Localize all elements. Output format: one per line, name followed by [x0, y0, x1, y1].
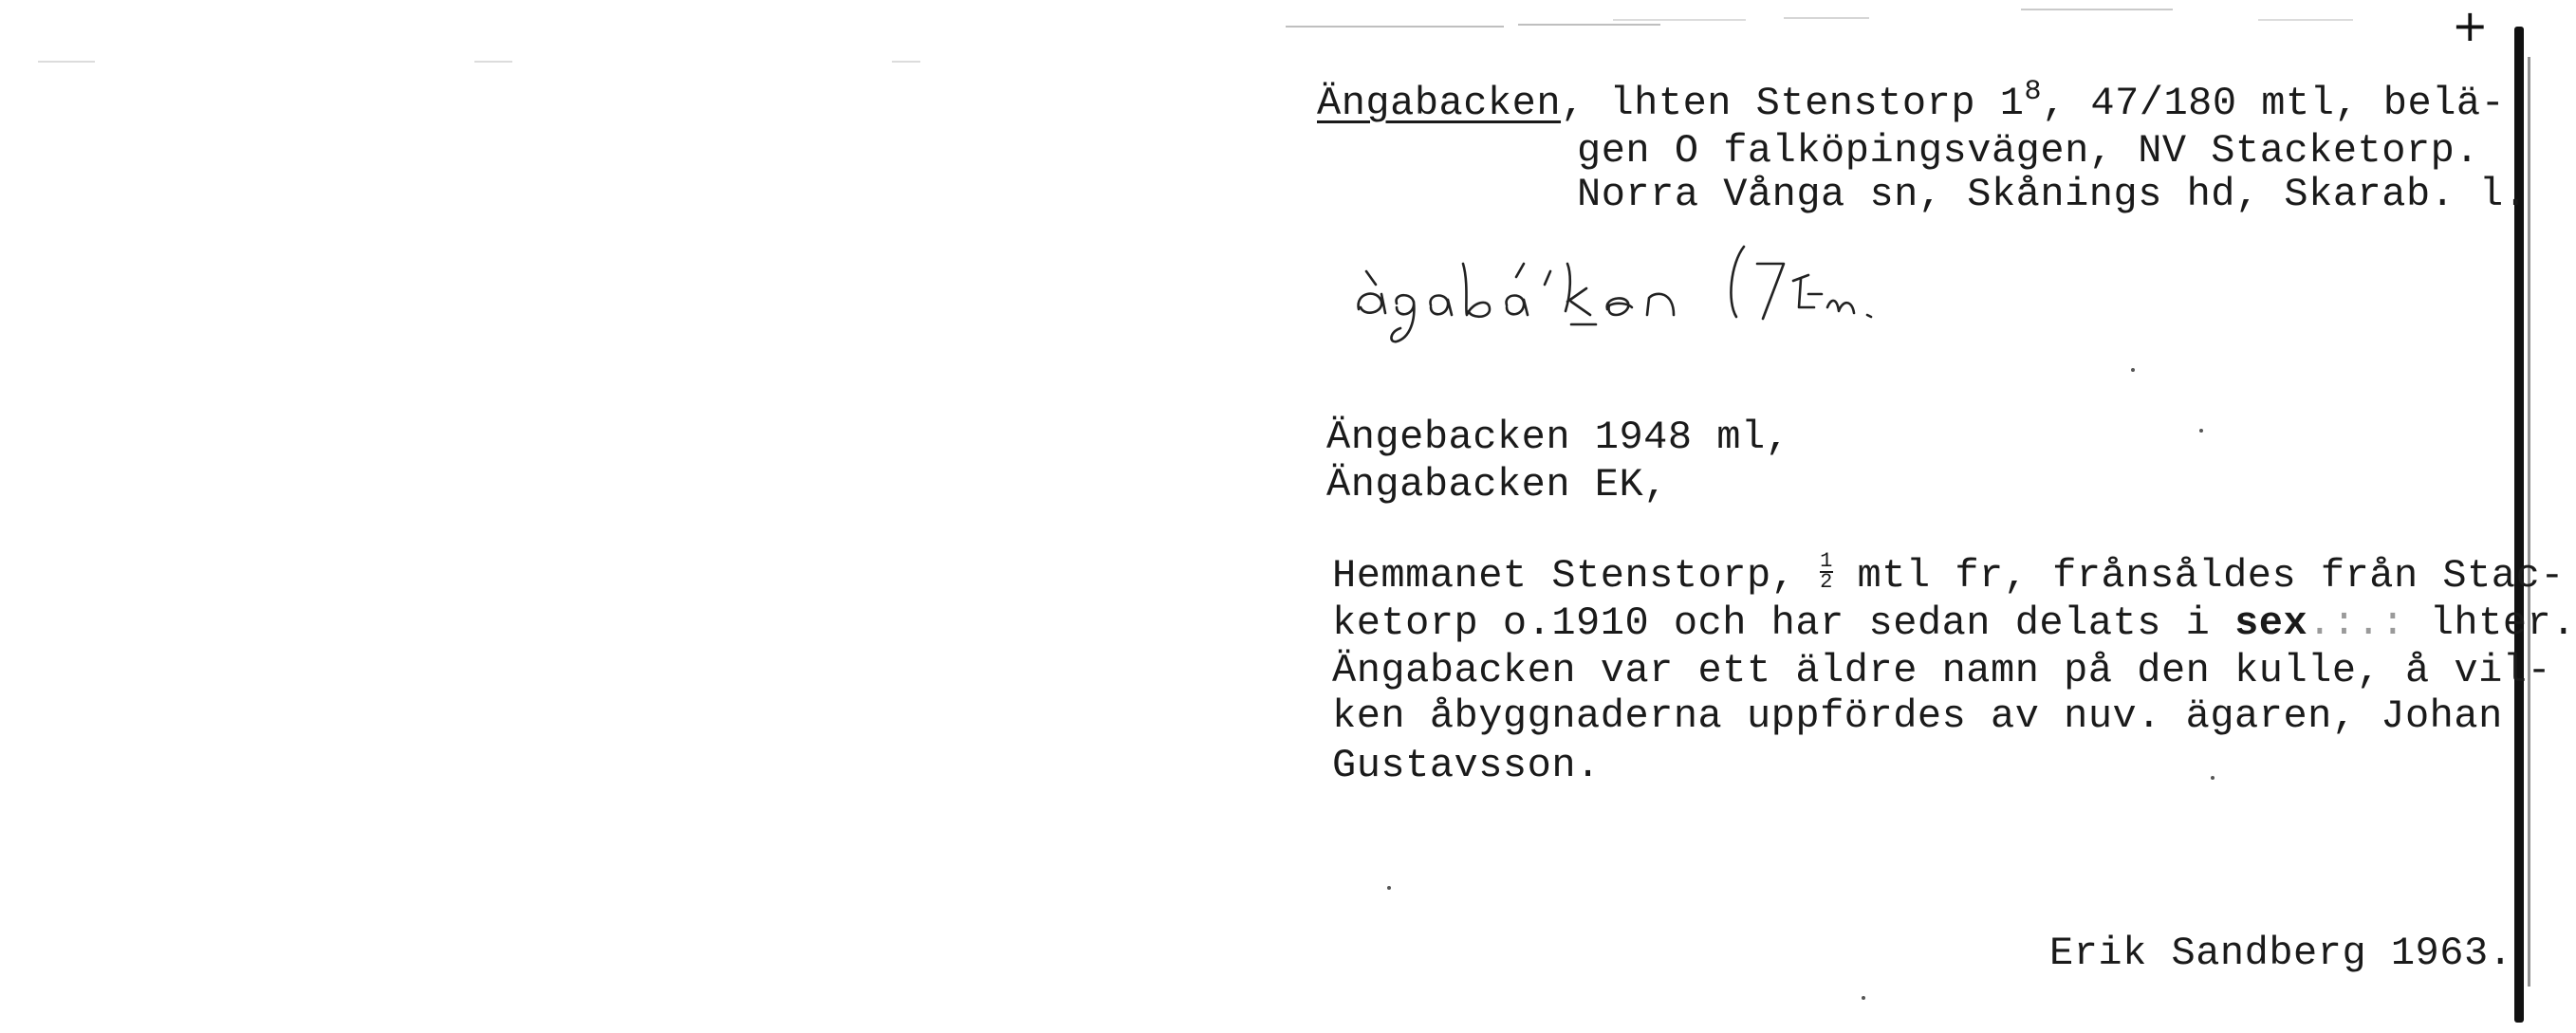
headword: Ängabacken [1317, 81, 1562, 126]
description-line-1-a: Hemmanet Stenstorp, [1332, 553, 1821, 599]
description-line-1 [1332, 548, 2565, 600]
description-line-5: Gustavsson. [1332, 743, 1601, 788]
heading-line-1 [1317, 76, 2506, 131]
scan-noise-line [892, 61, 920, 63]
heading-line-2: gen O falköpingsvägen, NV Stacketorp. [1577, 128, 2480, 174]
plus-mark: + [2452, 0, 2489, 51]
scan-noise-line [1613, 19, 1746, 21]
fraction-denominator: 2 [1820, 569, 1833, 594]
handwritten-pronunciation [1347, 226, 1917, 340]
overtyped-word: sex [2234, 600, 2308, 646]
description-line-2 [1332, 600, 2576, 647]
heading-superscript: 8 [2024, 76, 2042, 108]
heading-line-1-rest-b: , 47/180 mtl, belä- [2041, 81, 2506, 126]
scan-speck [2131, 368, 2135, 372]
heading-line-1-rest-a: , lhten Stenstorp 1 [1561, 81, 2025, 126]
scan-speck [2199, 429, 2203, 433]
description-line-2-a: ketorp o.1910 och har sedan delats i [1332, 600, 2235, 646]
scan-noise-line [1784, 17, 1869, 19]
fraction-numerator: 1 [1820, 548, 1833, 573]
svg-text:àŋgabá'kən (7 Eu.: àŋgabá'kən (7 Eu. [1347, 226, 1358, 227]
fraction-half [1820, 548, 1833, 594]
description-line-4: ken åbyggnaderna uppfördes av nuv. ägaren, Johan [1332, 693, 2503, 739]
description-line-3: Ängabacken var ett äldre namn på den kulle, å vil- [1332, 648, 2552, 693]
variant-line-2: Ängabacken EK, [1326, 462, 1668, 507]
heading-line-3: Norra Vånga sn, Skånings hd, Skarab. l. [1577, 172, 2529, 217]
scan-noise-line [38, 61, 95, 63]
scan-noise-line [474, 61, 512, 63]
scan-noise-line [1286, 26, 1504, 28]
variant-line-1: Ängebacken 1948 ml, [1326, 415, 1790, 460]
scan-noise-line [1518, 24, 1660, 26]
scan-noise-line [2258, 19, 2353, 21]
description-line-1-b: mtl fr, frånsåldes från Stac- [1832, 553, 2565, 599]
scan-speck [1387, 886, 1391, 890]
scan-speck [2211, 776, 2215, 780]
signature: Erik Sandberg 1963. [2049, 931, 2513, 976]
scan-noise-line [2021, 9, 2173, 10]
faded-characters: .:.: [2307, 600, 2406, 646]
scan-speck [1862, 996, 1865, 1000]
description-line-2-b: lhter. [2405, 600, 2576, 646]
